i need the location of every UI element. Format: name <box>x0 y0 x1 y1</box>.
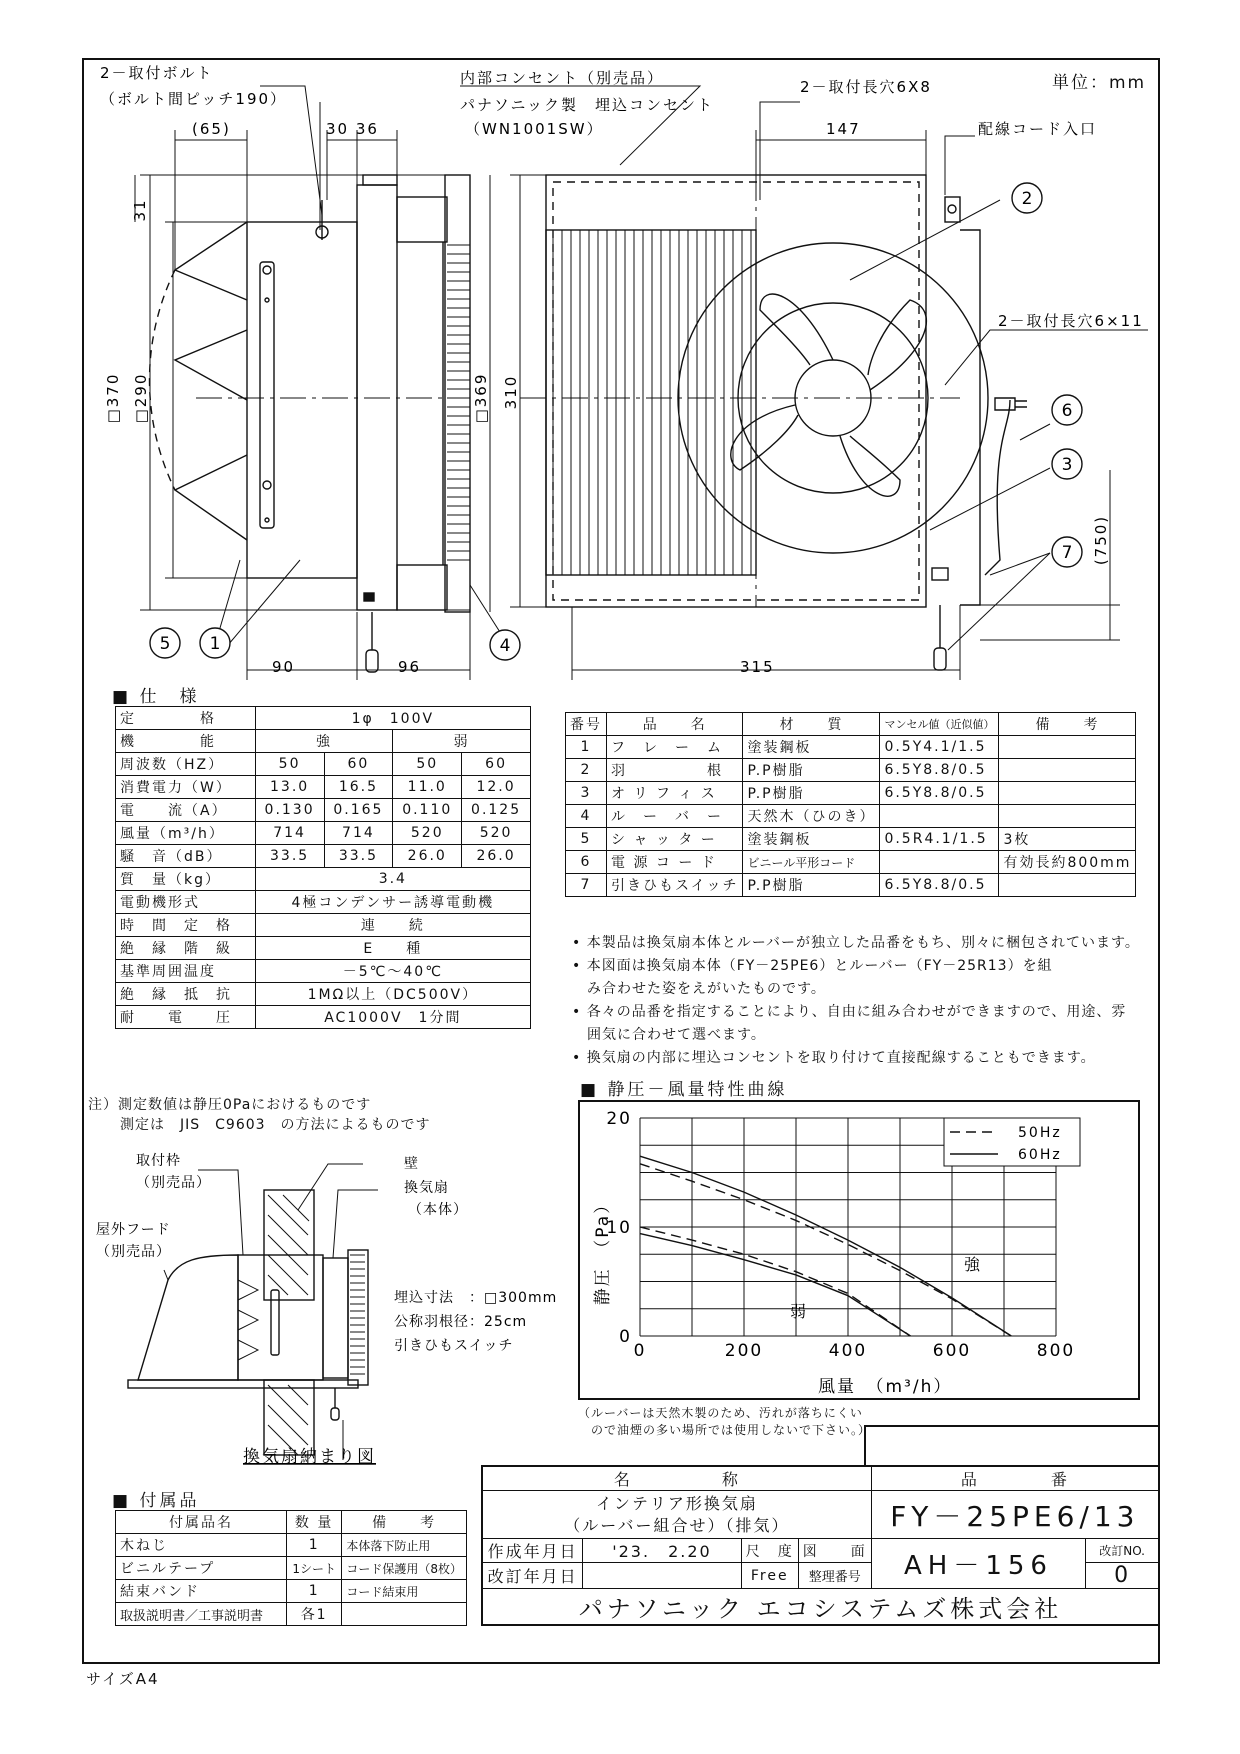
pq-chart <box>578 1100 1140 1400</box>
spec-row: 電動機形式 4極コンデンサー誘導電動機 <box>116 891 531 914</box>
dim-290: □290 <box>132 372 150 424</box>
legend-60hz: 60Hz <box>1018 1147 1062 1163</box>
accessories-row: 取扱説明書／工事説明書 各1 <box>116 1603 467 1626</box>
parts-row: 1 フ レ ー ム 塗装鋼板 0.5Y4.1/1.5 <box>566 736 1136 759</box>
spec-row: 風量（m³/h） 714 714 520 520 <box>116 822 531 845</box>
x-tick-label: 200 <box>724 1341 764 1361</box>
motor-housing <box>247 222 357 578</box>
switch-label: 引きひもスイッチ <box>394 1338 514 1354</box>
made-date-label: 作成年月日 <box>482 1539 583 1563</box>
bolt-label-2: （ボルト間ピッチ190） <box>100 90 288 108</box>
spec-row: 騒 音（dB） 33.5 33.5 26.0 26.0 <box>116 845 531 868</box>
svg-text:6: 6 <box>1061 401 1073 421</box>
bolt-label-1: 2－取付ボルト <box>100 64 214 82</box>
parts-row: 2 羽 根 P.P樹脂 6.5Y8.8/0.5 <box>566 759 1136 782</box>
balloon-4 <box>490 630 520 660</box>
title-block-spare <box>864 1425 1160 1465</box>
dim-147: 147 <box>826 120 861 138</box>
y-tick-label: 20 <box>606 1109 632 1129</box>
x-tick-label: 600 <box>932 1341 972 1361</box>
parts-table <box>565 712 1136 897</box>
embed-size: 埋込寸法 ：□300mm <box>394 1290 558 1306</box>
name-header: 名 称 <box>482 1466 871 1491</box>
hole-label-2: 2－取付長穴6×11 <box>998 312 1144 330</box>
x-tick-label: 0 <box>633 1341 647 1361</box>
parts-notes: • 本製品は換気扇本体とルーバーが独立した品番をもち、別々に梱包されています。 • 本図面は換気扇本体（FY－25PE6）とルーバー（FY－25R13）を組 み合わせた姿をえがいたものです。 • 各々の品番を指定することにより、自由に組み合わせができますので、用途、雰 囲気に合わせて選べます。 • 換気扇の内部に埋込コンセントを取り付けて直接配線することもできます。 <box>572 935 1140 1066</box>
installation-diagram <box>88 1150 578 1470</box>
chart-xlabel: 風量 （m³/h） <box>818 1377 953 1397</box>
chart-note-1: （ルーバーは天然木製のため、汚れが落ちにくい <box>578 1406 863 1420</box>
company-name: パナソニック エコシステムズ株式会社 <box>482 1589 1159 1626</box>
rev-date <box>583 1563 742 1589</box>
scale-value: Free <box>741 1563 798 1589</box>
wall-label: 壁 <box>404 1156 419 1172</box>
hole-label-1: 2－取付長穴6X8 <box>800 78 932 96</box>
model-header: 品 番 <box>871 1466 1159 1491</box>
accessories-header-row: 付属品名 数 量 備 考 <box>116 1511 467 1534</box>
dim-96: 96 <box>398 658 422 676</box>
dim-310: 310 <box>502 374 520 410</box>
spec-row: 絶 縁 階 級 E 種 <box>116 937 531 960</box>
series-line <box>640 1234 910 1336</box>
svg-text:5: 5 <box>159 634 171 654</box>
install-title: 換気扇納まり図 <box>243 1447 376 1467</box>
spec-row: 定 格 1φ 100V <box>116 707 531 730</box>
dim-370: □370 <box>104 372 122 424</box>
model-number: FY－25PE6/13 <box>871 1491 1159 1539</box>
spec-row: 耐 電 圧 AC1000V 1分間 <box>116 1006 531 1029</box>
made-date: '23. 2.20 <box>583 1539 742 1563</box>
chart-note-2: ので油煙の多い場所では使用しないで下さい。） <box>578 1423 872 1437</box>
parts-row: 3 オ リ フ ィ ス P.P樹脂 6.5Y8.8/0.5 <box>566 782 1136 805</box>
svg-text:4: 4 <box>499 636 511 656</box>
legend-50hz: 50Hz <box>1018 1125 1062 1141</box>
balloon-5 <box>150 628 180 658</box>
title-block <box>481 1465 1160 1626</box>
dim-369: □369 <box>472 372 490 424</box>
chart-legend <box>944 1118 1080 1166</box>
dim-315: 315 <box>740 658 775 676</box>
blade-size: 公称羽根径：25cm <box>394 1314 528 1330</box>
balloon-2 <box>1012 183 1042 213</box>
drawing-number: AH－156 <box>871 1539 1086 1589</box>
spec-note-1: 注）測定数値は静圧0Paにおけるものです <box>88 1097 372 1113</box>
drawing-no-label-2: 整理番号 <box>798 1563 871 1589</box>
series-line <box>640 1164 1011 1336</box>
product-name-1: インテリア形換気扇 <box>595 1493 758 1513</box>
dim-90: 90 <box>272 658 296 676</box>
spec-row: 基準周囲温度 －5℃～40℃ <box>116 960 531 983</box>
parts-row: 6 電 源 コ ー ド ビニール平形コード 有効長約800mm <box>566 851 1136 874</box>
spec-row: 時 間 定 格 連 続 <box>116 914 531 937</box>
accessories-row: 結束バンド 1 コード結束用 <box>116 1580 467 1603</box>
y-tick-label: 10 <box>606 1218 632 1238</box>
balloon-7 <box>1052 537 1082 567</box>
svg-text:1: 1 <box>209 634 221 654</box>
rev-no-label: 改訂NO. <box>1086 1539 1159 1563</box>
unit-label: 単位：mm <box>1052 73 1147 93</box>
outlet-label-3: （WN1001SW） <box>465 120 604 138</box>
parts-row: 7 引きひもスイッチ P.P樹脂 6.5Y8.8/0.5 <box>566 874 1136 897</box>
spec-row: 機 能 強 弱 <box>116 730 531 753</box>
x-tick-label: 400 <box>828 1341 868 1361</box>
spec-note-2: 測定は JIS C9603 の方法によるものです <box>120 1117 431 1133</box>
svg-text:7: 7 <box>1061 543 1073 563</box>
dim-30-36: 30 36 <box>326 120 379 138</box>
parts-row: 4 ル ー バ ー 天然木（ひのき） <box>566 805 1136 828</box>
hood-label-2: （別売品） <box>96 1244 171 1260</box>
spec-title: ■ 仕 様 <box>112 687 200 707</box>
scale-label: 尺 度 <box>741 1539 798 1563</box>
spec-row: 電 流（A） 0.130 0.165 0.110 0.125 <box>116 799 531 822</box>
frame-label-1: 取付枠 <box>136 1153 181 1169</box>
svg-text:2: 2 <box>1021 189 1033 209</box>
size-label: サイズA4 <box>86 1670 160 1688</box>
fan-label-1: 換気扇 <box>404 1180 449 1196</box>
parts-header-row: 番号 品 名 材 質 マンセル値（近似値） 備 考 <box>566 713 1136 736</box>
accessories-row: 木ねじ 1 本体落下防止用 <box>116 1534 467 1557</box>
spec-row: 消費電力（W） 13.0 16.5 11.0 12.0 <box>116 776 531 799</box>
rev-no: 0 <box>1086 1563 1159 1589</box>
spec-row: 周波数（HZ） 50 60 50 60 <box>116 753 531 776</box>
svg-text:3: 3 <box>1061 455 1073 475</box>
annotation-weak: 弱 <box>790 1302 807 1321</box>
y-tick-label: 0 <box>619 1327 632 1347</box>
accessories-row: ビニルテープ 1シート コード保護用（8枚） <box>116 1557 467 1580</box>
spec-row: 絶 縁 抵 抗 1MΩ以上（DC500V） <box>116 983 531 1006</box>
parts-row: 5 シ ャ ッ タ ー 塗装鋼板 0.5R4.1/1.5 3枚 <box>566 828 1136 851</box>
spec-table <box>115 706 531 1029</box>
front-frame <box>546 175 926 607</box>
chart-title: ■ 静圧－風量特性曲線 <box>580 1080 788 1100</box>
louver-side <box>445 175 470 612</box>
cord-in-label: 配線コード入口 <box>978 120 1098 138</box>
accessories-title: ■ 付属品 <box>112 1491 200 1511</box>
annotation-strong: 強 <box>964 1255 981 1274</box>
dim-65: (65) <box>192 120 231 138</box>
dim-31: 31 <box>131 198 149 222</box>
spec-row: 質 量（kg） 3.4 <box>116 868 531 891</box>
balloon-6 <box>1052 395 1082 425</box>
accessories-table <box>115 1510 467 1626</box>
product-name-2: （ルーバー組合せ）（排気） <box>564 1515 790 1535</box>
outlet-label-1: 内部コンセント（別売品） <box>460 69 665 87</box>
fan-label-2: （本体） <box>408 1202 468 1218</box>
chart-ylabel: 静圧 （Pa） <box>593 1194 613 1306</box>
drawing-no-label-1: 図 面 <box>798 1539 871 1563</box>
hood-label-1: 屋外フード <box>96 1222 171 1238</box>
rev-date-label: 改訂年月日 <box>482 1563 583 1589</box>
outlet-label-2: パナソニック製 埋込コンセント <box>460 96 714 114</box>
x-tick-label: 800 <box>1036 1341 1076 1361</box>
dim-750: (750) <box>1092 514 1110 566</box>
balloon-1 <box>200 628 230 658</box>
balloon-3 <box>1052 449 1082 479</box>
product-drawing <box>0 0 1240 700</box>
frame-label-2: （別売品） <box>136 1175 211 1191</box>
